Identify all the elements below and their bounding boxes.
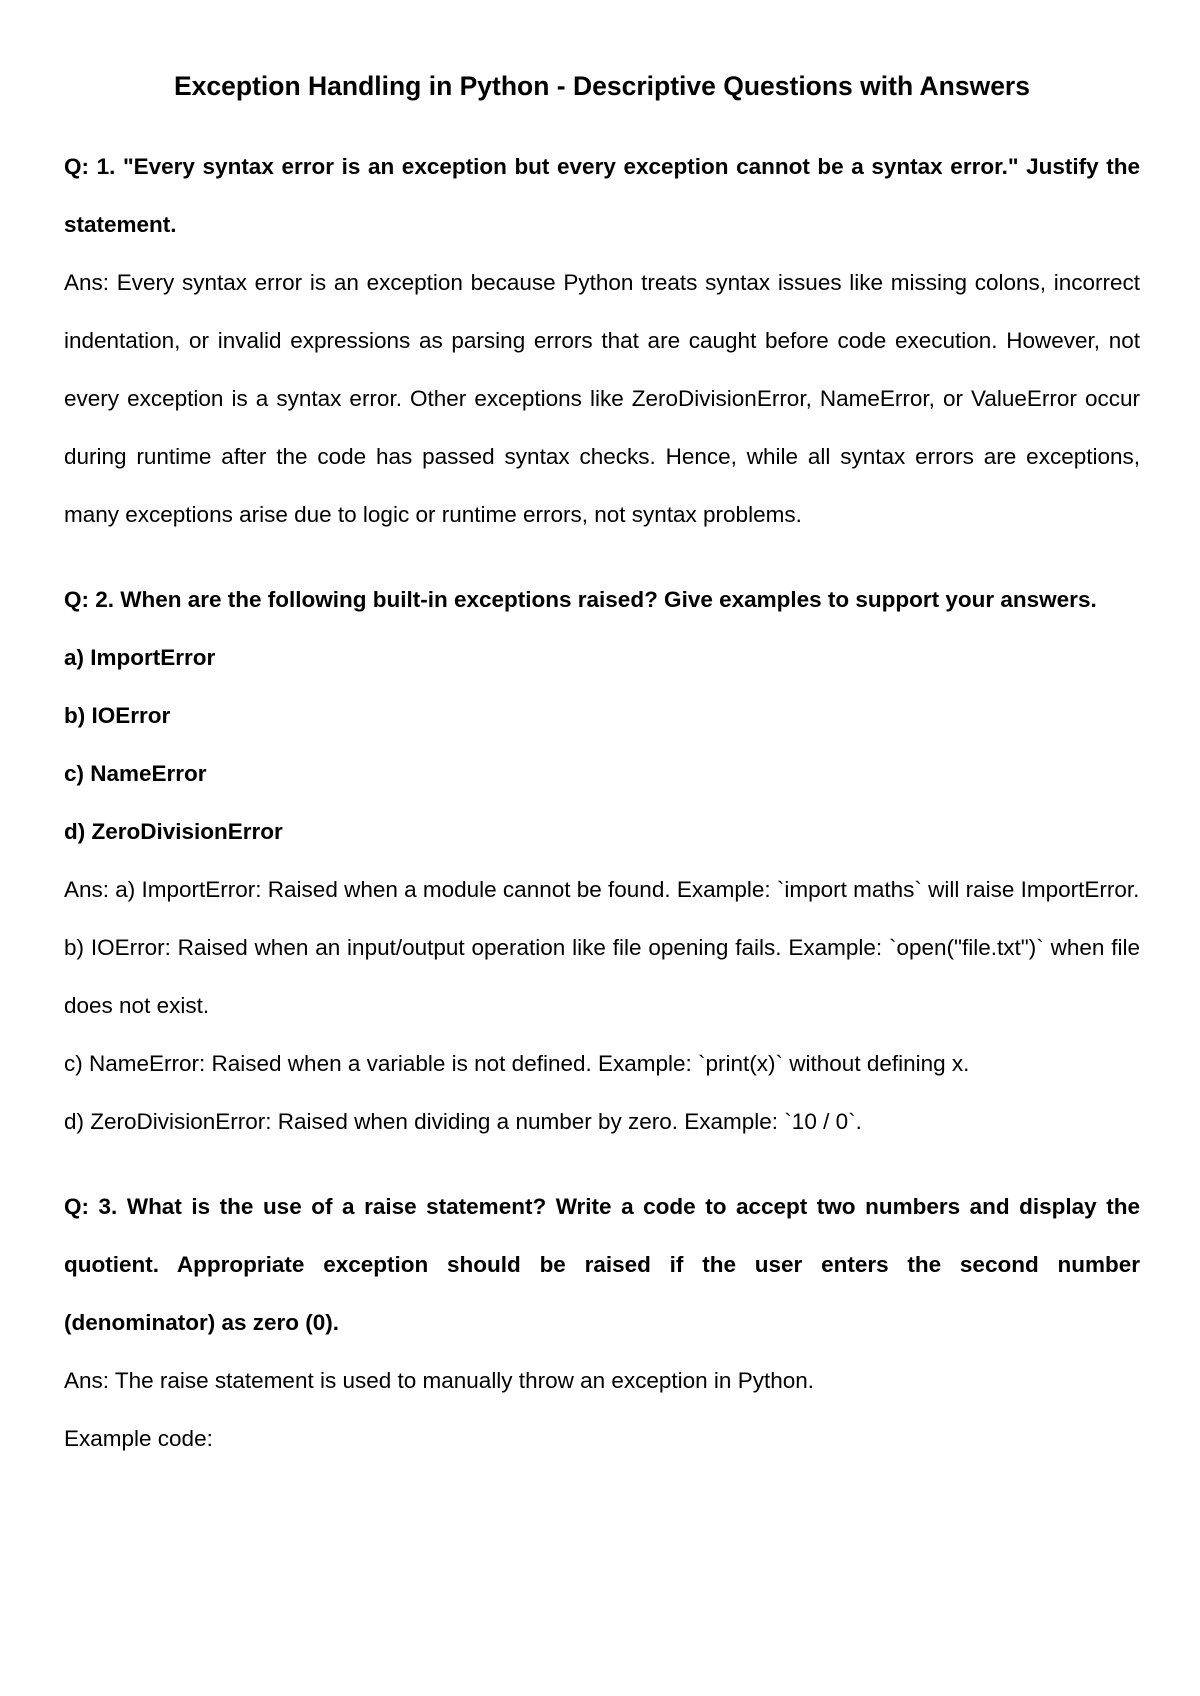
option-a: a) ImportError [64,645,216,670]
option-c: c) NameError [64,761,207,786]
answer-1: Ans: Every syntax error is an exception because Python treats syntax issues like missing colons, incorrect indentation, or invalid expressions as parsing errors that are caught before code execution. However, not every exception is a syntax error. Other exceptions like ZeroDivisionError, NameError, or ValueError occur during runtime after the code has passed syntax checks. Hence, while all syntax errors are exceptions, many exceptions arise due to logic or runtime errors, not syntax problems. [64,270,1140,527]
example-code-label: Example code: [64,1426,213,1451]
question-2: Q: 2. When are the following built-in exceptions raised? Give examples to support your answers. [64,587,1097,612]
option-d: d) ZeroDivisionError [64,819,283,844]
answer-2d: d) ZeroDivisionError: Raised when dividing a number by zero. Example: `10 / 0`. [64,1109,862,1134]
page-title: Exception Handling in Python - Descriptive Questions with Answers [174,71,1030,101]
section-gap [64,1151,1140,1178]
answer-3: Ans: The raise statement is used to manually throw an exception in Python. [64,1368,814,1393]
answer-2c: c) NameError: Raised when a variable is not defined. Example: `print(x)` without defining x. [64,1051,970,1076]
option-b: b) IOError [64,703,171,728]
question-block-2 [64,571,1140,1151]
answer-2b: b) IOError: Raised when an input/output operation like file opening fails. Example: `open("file.txt")` when file does not exist. [64,935,1140,1018]
question-block-1 [64,138,1140,544]
question-3: Q: 3. What is the use of a raise statement? Write a code to accept two numbers and display the quotient. Appropriate exception should be raised if the user enters the second number (denominator) as zero (0). [64,1194,1140,1335]
section-gap [64,544,1140,571]
question-1: Q: 1. "Every syntax error is an exception but every exception cannot be a syntax error." Justify the statement. [64,154,1140,237]
answer-2a: Ans: a) ImportError: Raised when a module cannot be found. Example: `import maths` will raise ImportError. [64,877,1140,902]
question-block-3 [64,1178,1140,1468]
